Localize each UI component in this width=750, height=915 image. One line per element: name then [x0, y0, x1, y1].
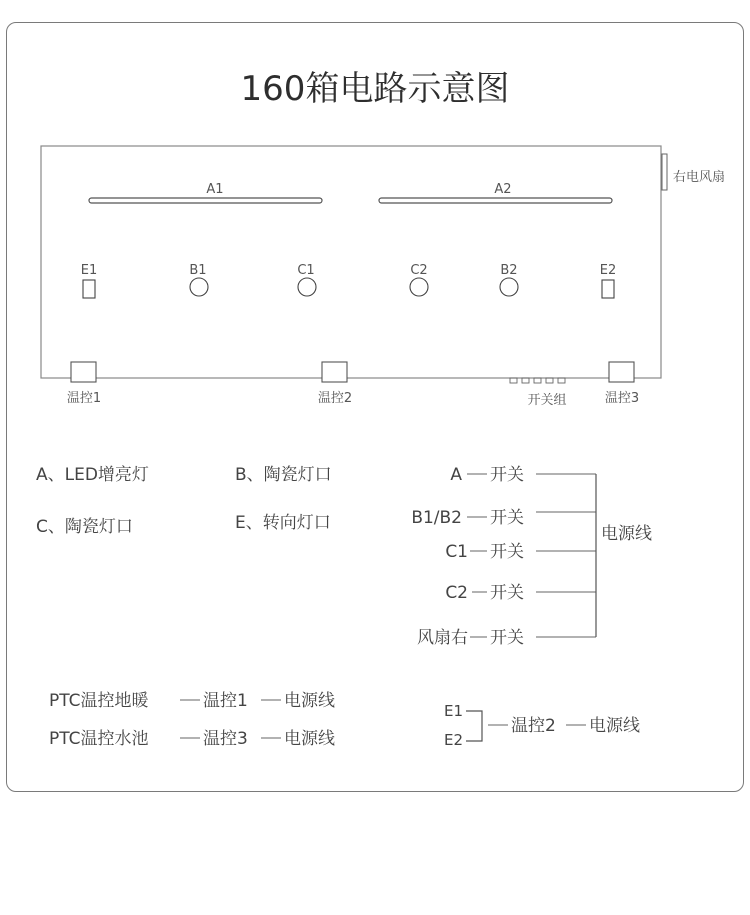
legend-e: E、转向灯口 [235, 513, 331, 533]
wiring-c1-name: C1 [445, 542, 468, 562]
ptc-2-thermostat: 温控3 [203, 729, 248, 749]
strip-a1-label: A1 [206, 182, 224, 197]
ptc-1-power: 电源线 [284, 691, 335, 711]
switch-group [510, 378, 565, 383]
wiring-b-switch: 开关 [490, 508, 524, 528]
thermostat-3-label: 温控3 [604, 391, 640, 406]
fan-icon [662, 154, 667, 190]
socket-c2 [410, 278, 428, 296]
thermostat-1 [71, 362, 96, 382]
thermostat-1-label: 温控1 [66, 391, 102, 406]
socket-e2-label: E2 [599, 263, 617, 278]
ptc-1-thermostat: 温控1 [203, 691, 248, 711]
legend-b: B、陶瓷灯口 [235, 465, 332, 485]
strip-a2-label: A2 [494, 182, 512, 197]
wiring-c2-switch: 开关 [490, 583, 524, 603]
switch-group-label: 开关组 [527, 393, 567, 408]
socket-c1 [298, 278, 316, 296]
wiring-c1-switch: 开关 [490, 542, 524, 562]
wiring-a-switch: 开关 [490, 465, 524, 485]
e-wiring-input-1: E1 [444, 702, 464, 720]
socket-e1-label: E1 [80, 263, 98, 278]
fan-label: 右电风扇 [673, 170, 726, 185]
ptc-1-item: PTC温控地暖 [49, 691, 149, 711]
socket-b1-label: B1 [189, 263, 207, 278]
e-wiring-thermostat: 温控2 [511, 716, 556, 736]
socket-e1 [83, 280, 95, 298]
wiring-a-name: A [450, 465, 462, 485]
ptc-2-power: 电源线 [284, 729, 335, 749]
wiring-fan-name: 风扇右 [417, 628, 468, 648]
led-strip-a1 [89, 198, 322, 203]
socket-e2 [602, 280, 614, 298]
socket-b2-label: B2 [500, 263, 518, 278]
ptc-2-item: PTC温控水池 [49, 729, 149, 749]
e-wiring-bracket [466, 711, 482, 741]
socket-c1-label: C1 [297, 263, 315, 278]
thermostat-3 [609, 362, 634, 382]
e-wiring-input-2: E2 [444, 731, 464, 749]
socket-b2 [500, 278, 518, 296]
led-strip-a2 [379, 198, 612, 203]
legend-a: A、LED增亮灯 [36, 465, 149, 485]
thermostat-2 [322, 362, 347, 382]
e-wiring-power: 电源线 [589, 716, 640, 736]
wiring-fan-switch: 开关 [490, 628, 524, 648]
socket-b1 [190, 278, 208, 296]
cabinet-board [41, 146, 661, 378]
thermostat-2-label: 温控2 [317, 391, 353, 406]
wiring-c2-name: C2 [445, 583, 468, 603]
diagram-title: 160箱电路示意图 [240, 69, 510, 109]
socket-c2-label: C2 [410, 263, 428, 278]
switch-power-label: 电源线 [601, 524, 652, 544]
wiring-b-name: B1/B2 [411, 508, 462, 528]
legend-c: C、陶瓷灯口 [36, 517, 133, 537]
